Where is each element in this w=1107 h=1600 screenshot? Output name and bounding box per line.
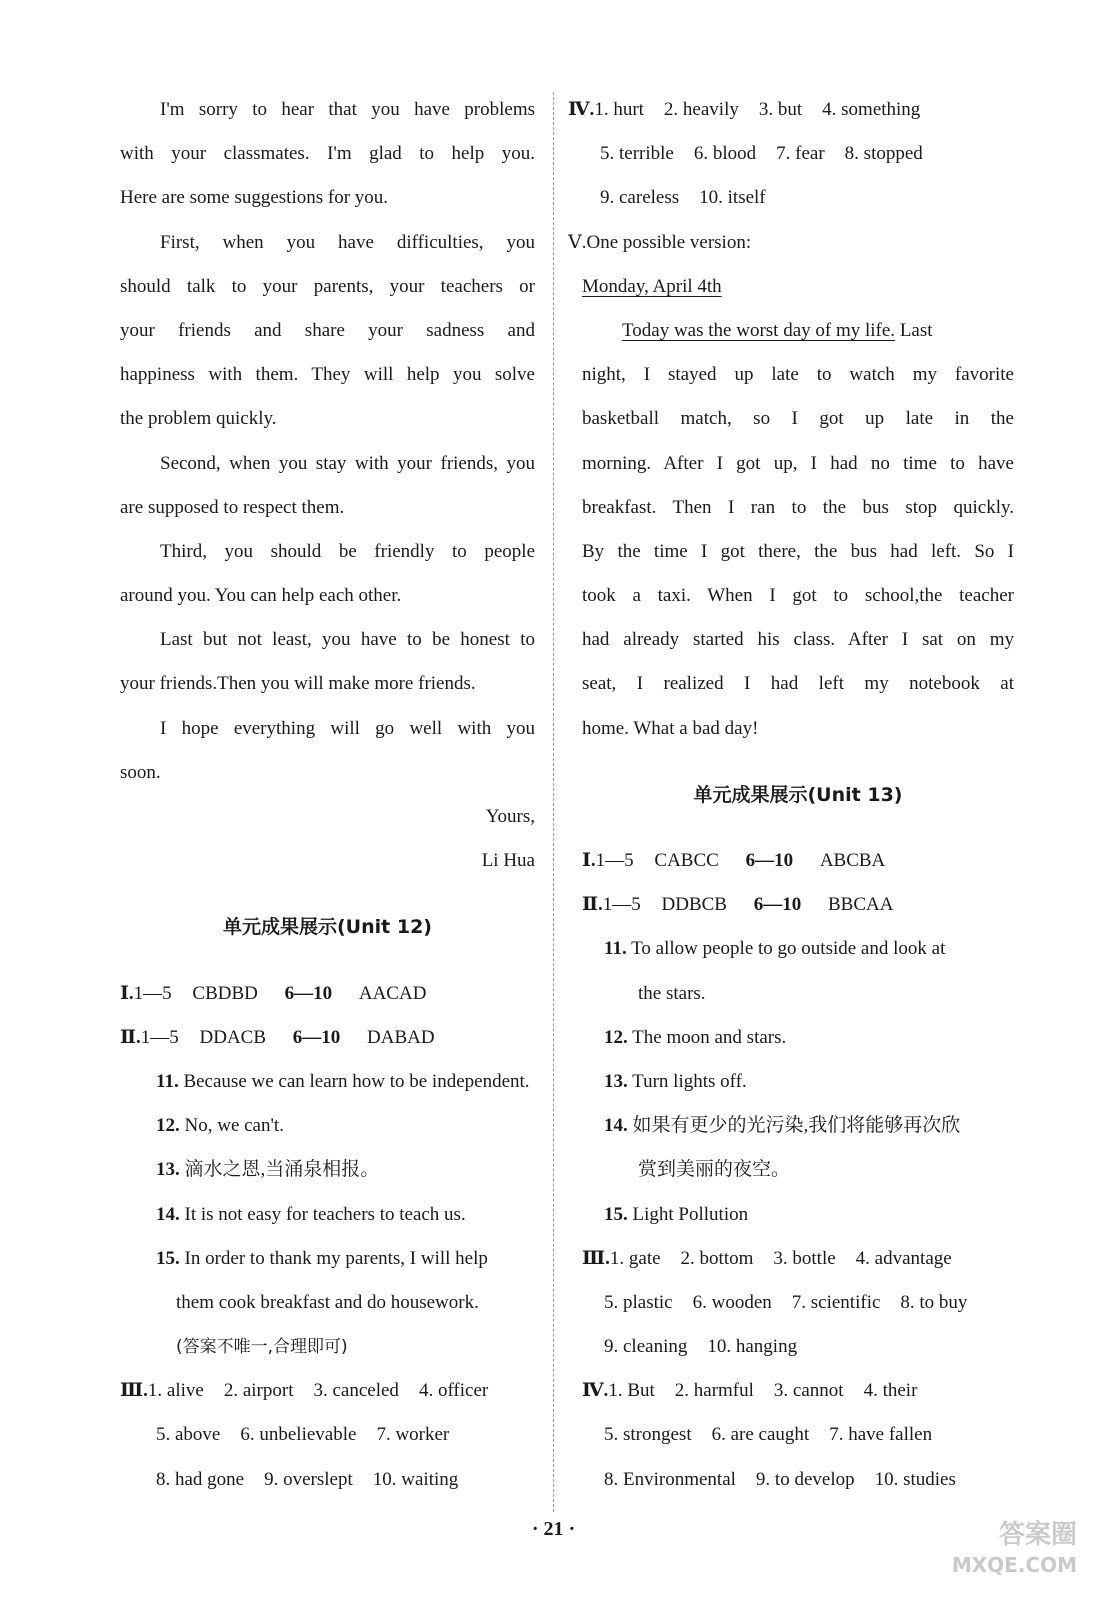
answer-word: 6. are caught <box>711 1424 810 1446</box>
item-text: In order to thank my parents, I will help <box>184 1247 488 1269</box>
item-number: 15. <box>604 1203 628 1225</box>
section-number: Ⅲ. <box>582 1247 610 1269</box>
watermark-text: 答案圈 <box>998 1520 1077 1550</box>
essay-line: By the time I got there, the bus had left. So I <box>582 540 1014 562</box>
answer-word: 10. hanging <box>707 1336 798 1358</box>
answer-row <box>582 1413 1014 1457</box>
left-column <box>120 88 535 1502</box>
item-text: 如果有更少的光污染,我们将能够再次欣 <box>632 1115 961 1137</box>
answer-item <box>582 1060 1014 1104</box>
answer-row <box>120 1413 535 1457</box>
section-number: Ⅲ. <box>120 1380 148 1402</box>
page-number: · 21 · <box>531 1518 576 1540</box>
answer-word: 3. cannot <box>773 1380 844 1402</box>
answer-item <box>582 927 1014 971</box>
unit13-heading: 单元成果展示(Unit 13) <box>693 783 903 806</box>
answer-word: 6. unbelievable <box>240 1424 357 1446</box>
essay-date-text: Monday, April 4th <box>582 275 722 297</box>
answer-key: AACAD <box>358 982 427 1004</box>
answer-word: 9. careless <box>600 187 680 209</box>
answer-word: 4. advantage <box>855 1247 952 1269</box>
letter-line: Second, when you stay with your friends, you <box>160 452 535 474</box>
essay-text: Last <box>895 319 933 341</box>
range-label: 6—10 <box>745 850 794 871</box>
range-label: 6—10 <box>292 1026 341 1048</box>
unit12-heading: 单元成果展示(Unit 12) <box>223 916 432 939</box>
answer-word: 2. harmful <box>674 1380 754 1402</box>
letter-line: around you. You can help each other. <box>120 585 402 607</box>
item-text: Because we can learn how to be independent. <box>183 1070 530 1092</box>
answer-word: 3. bottle <box>773 1247 836 1269</box>
answer-row <box>582 1281 1014 1325</box>
answer-word: 3. but <box>758 99 803 120</box>
answer-word: 7. worker <box>376 1424 450 1446</box>
item-text: 滴水之恩,当涌泉相报。 <box>184 1159 380 1181</box>
answer-word: 2. airport <box>223 1380 294 1402</box>
item-number: 14. <box>604 1115 628 1137</box>
range-label: 6—10 <box>284 982 333 1004</box>
section-number: Ⅰ. <box>120 982 134 1004</box>
answer-word: 2. bottom <box>680 1247 754 1269</box>
answer-item-continuation: them cook breakfast and do housework. <box>176 1291 479 1313</box>
letter-closing: Yours, <box>485 806 535 827</box>
letter-line: Last but not least, you have to be honest to <box>160 629 535 651</box>
answer-key: DABAD <box>367 1026 435 1048</box>
answer-row <box>582 132 1014 176</box>
answer-word: 6. blood <box>693 143 757 165</box>
letter-line: your friends and share your sadness and <box>120 319 535 341</box>
answer-row-section-3 <box>582 1237 1014 1281</box>
letter-line: Here are some suggestions for you. <box>120 187 389 209</box>
answer-row-section-1 <box>582 839 1014 883</box>
answer-item <box>120 1237 535 1281</box>
answer-key: ABCBA <box>819 850 886 871</box>
range-label: 1—5 <box>595 850 634 871</box>
answer-word: 1. hurt <box>594 99 644 120</box>
answer-item <box>582 1104 1014 1148</box>
answer-word: 2. heavily <box>663 99 739 120</box>
answer-word: 7. have fallen <box>829 1424 933 1446</box>
answer-key: BBCAA <box>827 894 894 916</box>
item-number: 12. <box>604 1026 628 1048</box>
item-text: To allow people to go outside and look at <box>631 938 946 960</box>
item-text: Light Pollution <box>632 1203 749 1225</box>
watermark-logo <box>952 1520 1077 1580</box>
essay-line: seat, I realized I had left my notebook at <box>582 673 1014 695</box>
essay-line: took a taxi. When I got to school,the teacher <box>582 585 1014 607</box>
answer-word: 8. Environmental <box>604 1468 736 1490</box>
answer-word: 6. wooden <box>692 1291 772 1313</box>
essay-line: night, I stayed up late to watch my favorite <box>582 364 1014 386</box>
item-number: 14. <box>156 1203 180 1225</box>
answer-word: 10. waiting <box>372 1468 459 1490</box>
item-text: No, we can't. <box>184 1115 284 1137</box>
answer-word: 8. to buy <box>900 1291 968 1313</box>
item-text: Turn lights off. <box>632 1070 747 1092</box>
answer-row-section-3 <box>120 1369 535 1413</box>
section-number: Ⅰ. <box>582 850 596 871</box>
answer-word: 4. their <box>863 1380 918 1402</box>
answer-word: 5. strongest <box>604 1424 692 1446</box>
answer-word: 8. had gone <box>156 1468 245 1490</box>
answer-word: 7. fear <box>776 143 825 165</box>
answer-word: 5. terrible <box>600 143 674 165</box>
answer-row-section-2 <box>120 1016 535 1060</box>
letter-line: the problem quickly. <box>120 408 277 430</box>
range-label: 6—10 <box>753 894 802 916</box>
range-label: 1—5 <box>133 982 172 1004</box>
answer-key: DDACB <box>199 1026 267 1048</box>
letter-line: your friends.Then you will make more friends. <box>120 673 476 695</box>
letter-line: should talk to your parents, your teachers or <box>120 275 535 297</box>
essay-line: home. What a bad day! <box>582 717 759 739</box>
answer-item-continuation: the stars. <box>638 982 706 1004</box>
item-number: 12. <box>156 1115 180 1137</box>
essay-line: basketball match, so I got up late in the <box>582 408 1014 430</box>
answer-item <box>120 1104 535 1148</box>
answer-item <box>120 1060 535 1104</box>
answer-key: DDBCB <box>661 894 727 916</box>
essay-line: breakfast. Then I ran to the bus stop quickly. <box>582 496 1014 518</box>
answer-row-section-2 <box>582 883 1014 927</box>
answer-word: 1. alive <box>147 1380 204 1402</box>
answer-row-section-1 <box>120 972 535 1016</box>
range-label: 1—5 <box>140 1026 179 1048</box>
essay-line <box>582 309 1014 353</box>
answer-word: 9. to develop <box>755 1468 855 1490</box>
item-number: 11. <box>604 938 627 960</box>
essay-line: had already started his class. After I sat on my <box>582 629 1014 651</box>
answer-word: 9. cleaning <box>604 1336 688 1358</box>
answer-row <box>582 1458 1014 1502</box>
answer-item <box>582 1193 1014 1237</box>
answer-word: 5. above <box>156 1424 221 1446</box>
item-text: The moon and stars. <box>632 1026 787 1048</box>
answer-word: 3. canceled <box>313 1380 399 1402</box>
section-number: Ⅱ. <box>120 1026 141 1048</box>
right-column <box>568 88 1014 1502</box>
letter-line: are supposed to respect them. <box>120 496 345 518</box>
answer-note: (答案不唯一,合理即可) <box>176 1337 348 1358</box>
letter-line: happiness with them. They will help you solve <box>120 364 535 386</box>
item-number: 11. <box>156 1070 179 1092</box>
section-number: Ⅳ. <box>568 99 595 120</box>
section-number: Ⅳ. <box>582 1380 609 1402</box>
item-number: 13. <box>156 1159 180 1181</box>
answer-row-section-4 <box>568 88 1014 132</box>
column-divider <box>553 92 554 1512</box>
answer-row-section-4 <box>582 1369 1014 1413</box>
answer-word: 9. overslept <box>264 1468 353 1490</box>
letter-line: Third, you should be friendly to people <box>160 540 535 562</box>
answer-row <box>120 1458 535 1502</box>
answer-word: 5. plastic <box>604 1291 673 1313</box>
answer-word: 10. itself <box>699 187 766 209</box>
range-label: 1—5 <box>602 894 641 916</box>
letter-line: I'm sorry to hear that you have problems <box>160 99 535 120</box>
item-number: 13. <box>604 1070 628 1092</box>
letter-line: I hope everything will go well with you <box>160 717 535 739</box>
essay-first-sentence: Today was the worst day of my life. <box>622 319 896 341</box>
answer-row <box>582 1325 1014 1369</box>
section-5-label: Ⅴ.One possible version: <box>568 231 752 253</box>
answer-item <box>582 1016 1014 1060</box>
answer-word: 8. stopped <box>844 143 923 165</box>
answer-row <box>582 176 1014 220</box>
answer-item <box>120 1193 535 1237</box>
answer-key: CBDBD <box>192 982 258 1004</box>
essay-line: morning. After I got up, I had no time to have <box>582 452 1014 474</box>
letter-line: with your classmates. I'm glad to help you. <box>120 143 535 165</box>
answer-item-continuation: 赏到美丽的夜空。 <box>638 1159 791 1181</box>
answer-word: 10. studies <box>874 1468 956 1490</box>
item-number: 15. <box>156 1247 180 1269</box>
answer-word: 4. something <box>822 99 921 120</box>
watermark-url: MXQE.COM <box>951 1553 1077 1577</box>
answer-word: 7. scientific <box>791 1291 881 1313</box>
answer-word: 1. But <box>608 1380 655 1402</box>
item-text: It is not easy for teachers to teach us. <box>184 1203 466 1225</box>
essay-date <box>582 265 1014 309</box>
answer-item <box>120 1148 535 1192</box>
answer-key: CABCC <box>654 850 719 871</box>
letter-line: First, when you have difficulties, you <box>160 231 535 253</box>
answer-word: 1. gate <box>609 1247 661 1269</box>
letter-signature: Li Hua <box>481 850 535 872</box>
section-number: Ⅱ. <box>582 894 603 916</box>
answer-word: 4. officer <box>418 1380 489 1402</box>
letter-line: soon. <box>120 761 161 783</box>
